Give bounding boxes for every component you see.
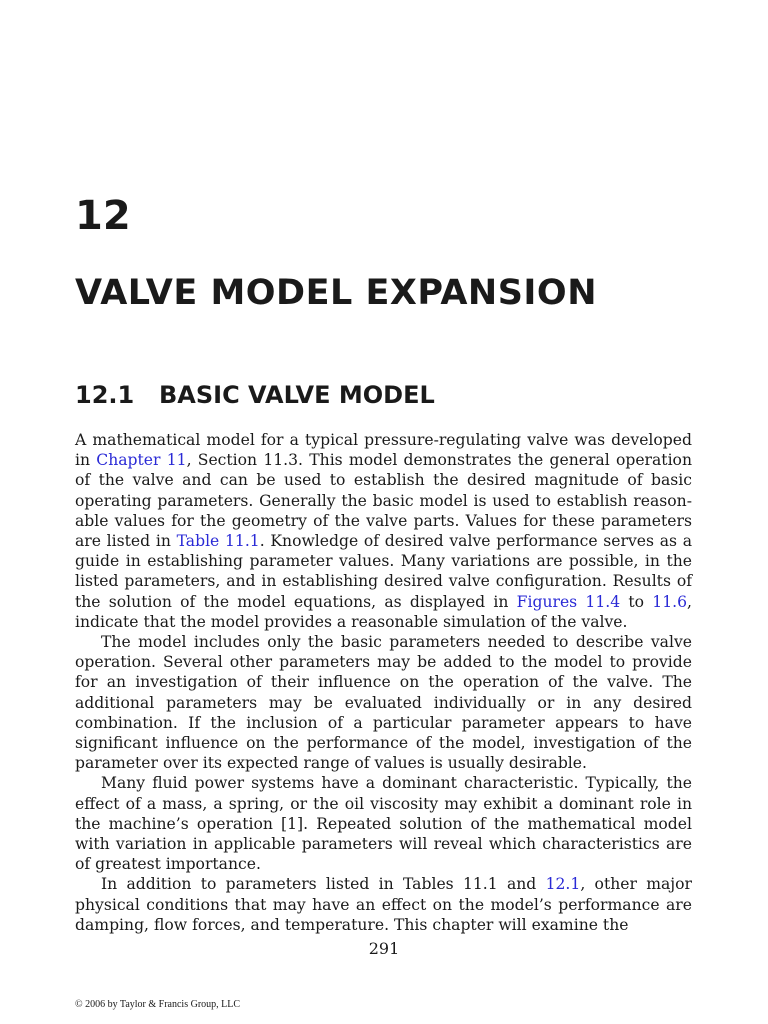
chapter-number: 12 — [75, 193, 131, 239]
paragraph-1 — [75, 430, 692, 632]
section-title: BASIC VALVE MODEL — [159, 381, 435, 409]
chapter-title: VALVE MODEL EXPANSION — [75, 273, 597, 313]
paragraph-2: The model includes only the basic parameters needed to describe valve operation. Several other parameters may be added to the model to provide for an investigation of their influence on the operation of the valve. The additional parameters may be evaluated individually or in any desired combination. If the inclusion of a particular parameter appears to have significant influence on the performance of the model, investigation of the parameter over its expected range of values is usually desirable. — [75, 633, 692, 773]
copyright-notice: © 2006 by Taylor & Francis Group, LLC — [75, 999, 241, 1010]
paragraph-text: , Section 11.3. This model demonstrates the general operation of the valve and can be used to establish the desired magnitude of basic operating parameters. Generally the basic model is used to establish reasonable values for the geometry of the valve parts. Values for these parameters are listed in — [75, 451, 692, 551]
section-heading — [75, 378, 435, 412]
paragraph-text: In addition to parameters listed in Tables 11.1 and — [101, 875, 546, 894]
paragraph-text: , indicate that the model provides a reasonable simulation of the valve. — [75, 592, 692, 631]
chapter-11-link[interactable]: Chapter 11 — [96, 451, 187, 470]
paragraph-text: to — [620, 592, 653, 611]
paragraph-3: Many fluid power systems have a dominant characteristic. Typically, the effect of a mass, a spring, or the oil viscosity may exhibit a dominant role in the machine’s operation [1]. Repeated solution of the mathematical model with variation in applicable parameters will reveal which characteristics are of greatest importance. — [75, 774, 692, 874]
section-number: 12.1 — [75, 381, 135, 409]
paragraph-text: , other major physical conditions that may have an effect on the model’s performance are damping, flow forces, and temperature. This chapter will examine the — [75, 875, 692, 934]
table-12-1-link[interactable]: 12.1 — [545, 875, 581, 894]
page-number: 291 — [368, 939, 400, 958]
figure-11-4-link[interactable]: Figures 11.4 — [516, 592, 621, 611]
paragraph-text: . Knowledge of desired valve performance serves as a guide in establishing parameter values. Many variations are possible, in the listed parameters, and in establishing desired valve configuration. Results of the solution of the model equations, as displayed in — [75, 532, 693, 611]
figure-11-6-link[interactable]: 11.6 — [652, 592, 688, 611]
paragraph-text: A mathematical model for a typical pressure-regulating valve was developed in — [75, 431, 692, 470]
body-text — [75, 430, 692, 935]
table-11-1-link[interactable]: Table 11.1 — [176, 532, 260, 551]
paragraph-4 — [75, 874, 692, 935]
